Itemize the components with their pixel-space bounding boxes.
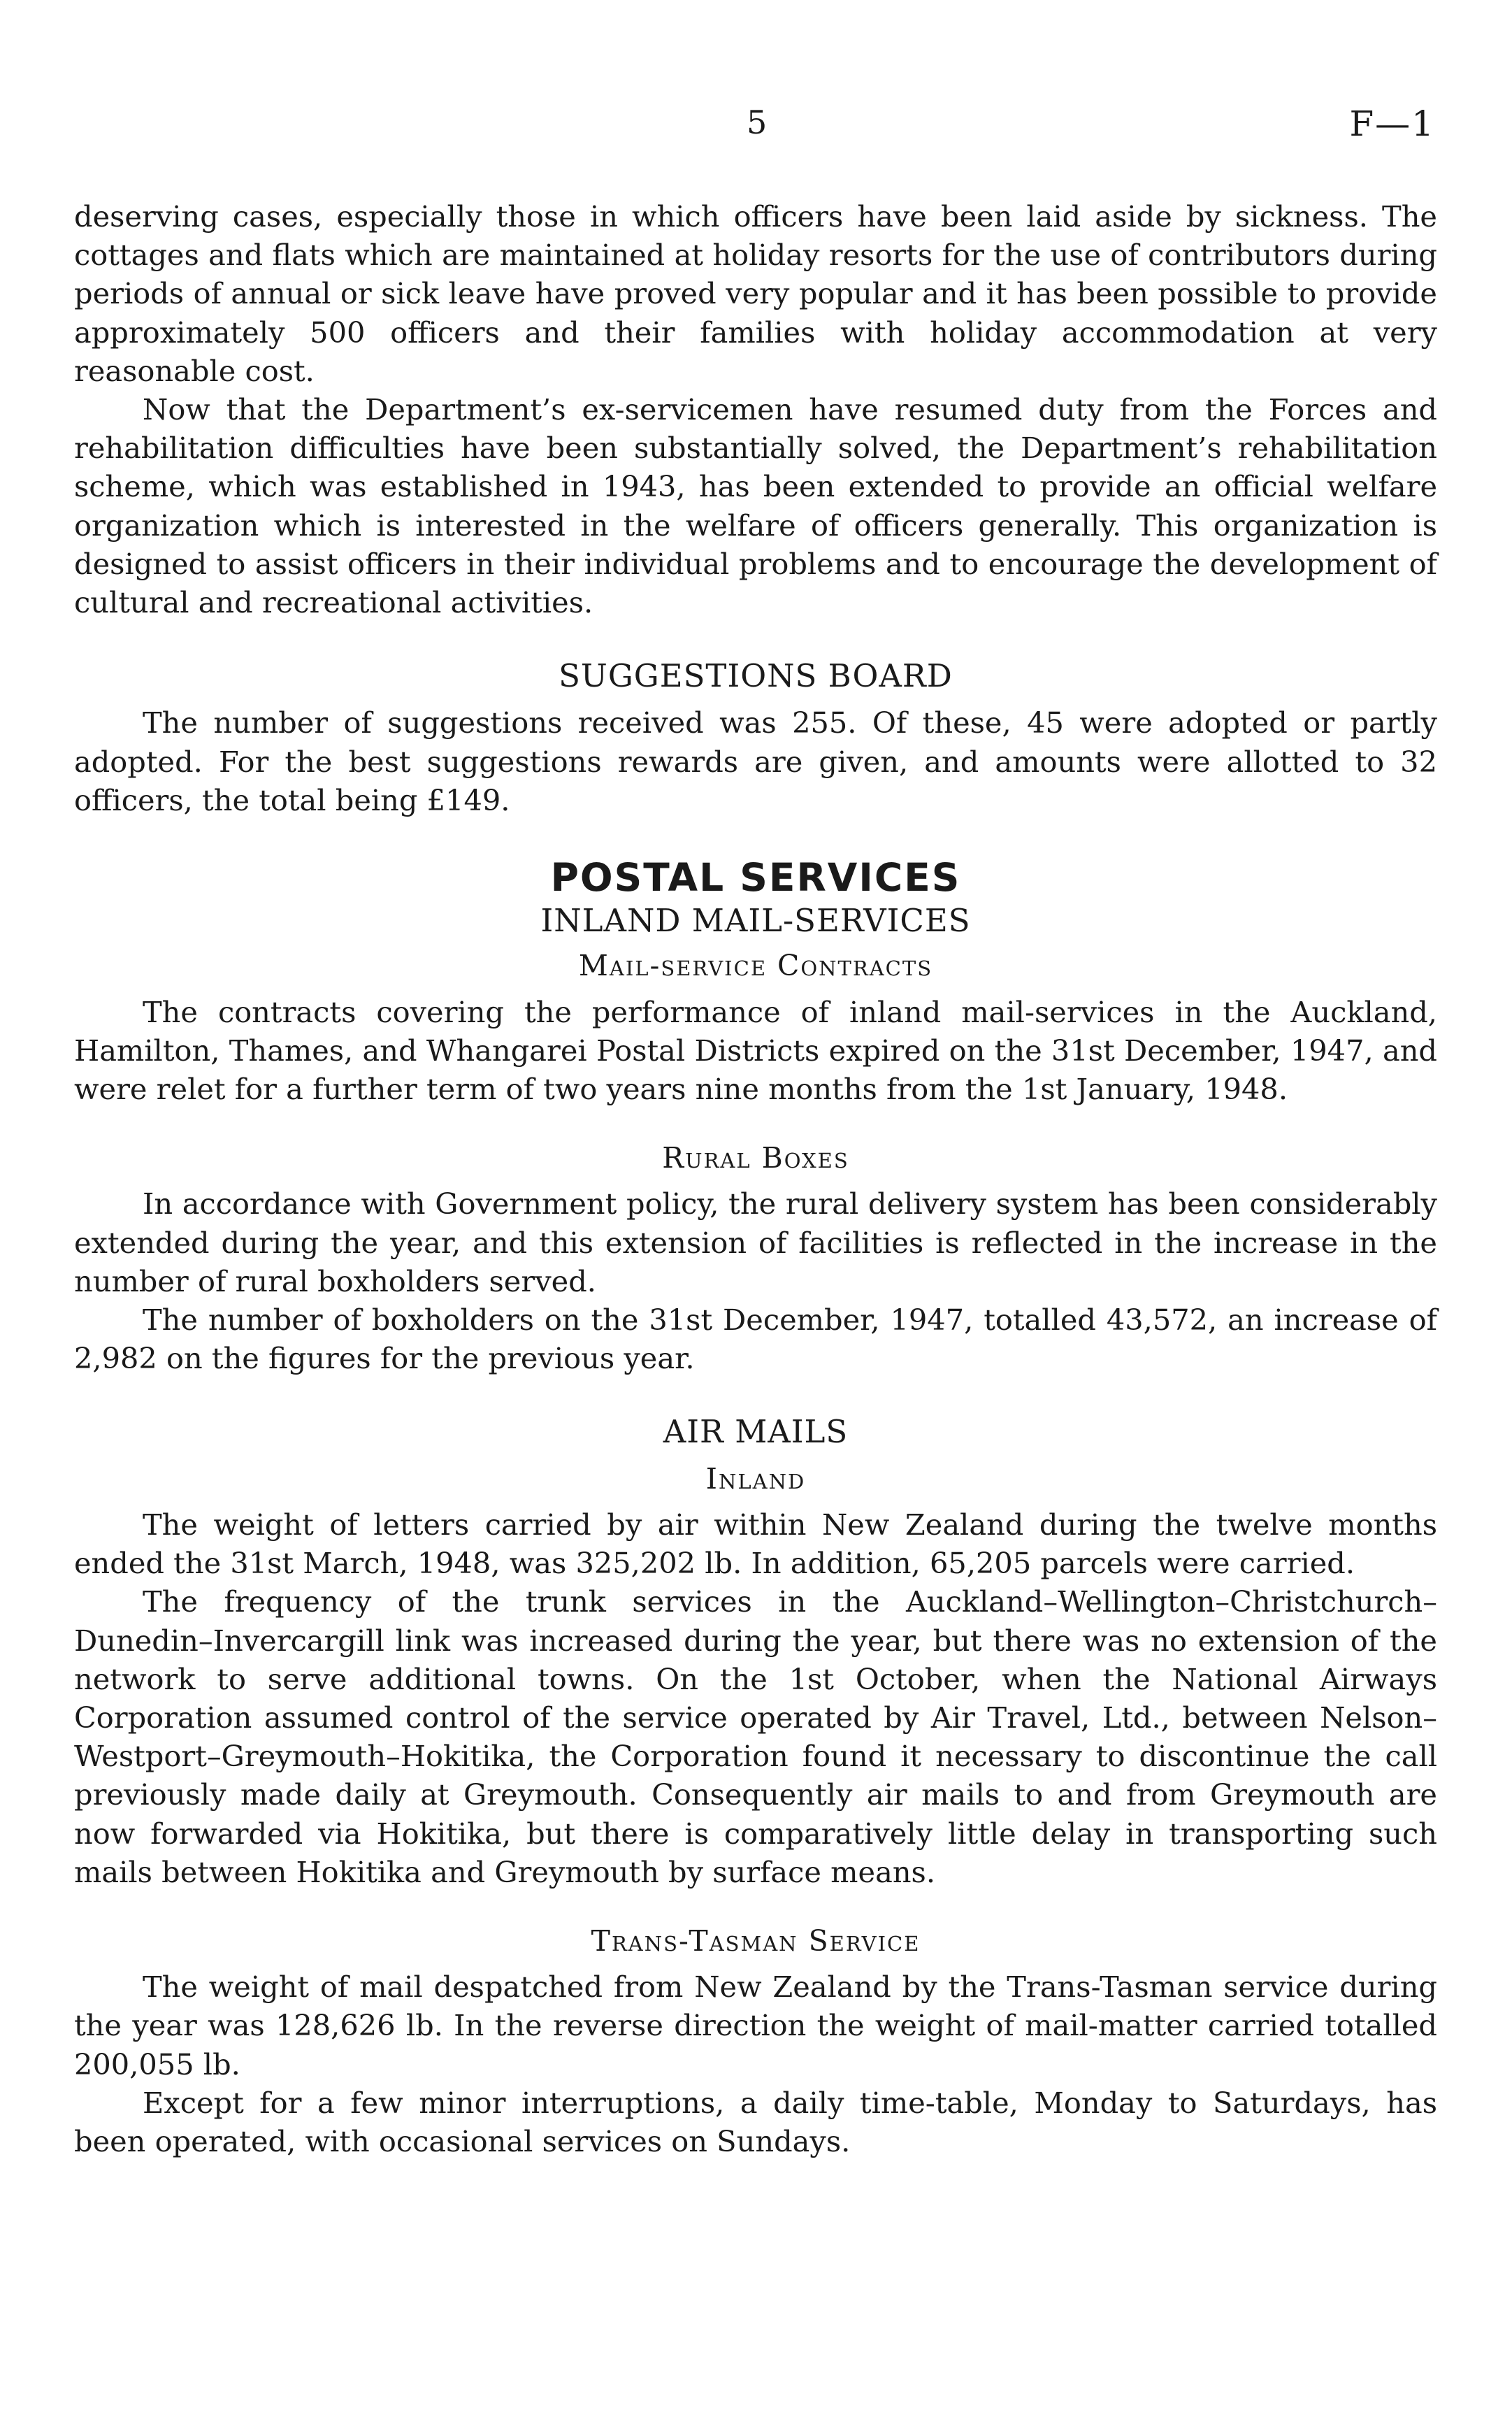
heading-trans-tasman-service: Trans-Tasman Service: [591, 1923, 921, 1958]
heading-postal-services: POSTAL SERVICES: [550, 855, 961, 901]
paragraph-welfare-continued: deserving cases, especially those in which officers have been laid aside by sickness. The cottages and flats which are maintained at holiday resorts for the use of contributors during periods of annual or sick leave have proved very popular and it has been possible to provide approximately 500 officers and their families with holiday accommodation at very reasonable cost.: [74, 199, 1437, 388]
paragraph-rehabilitation: Now that the Department’s ex-servicemen have resumed duty from the Forces and rehabilitation difficulties have been substantially solved, the Department’s rehabilitation scheme, which was established in 1943, has been extended to provide an official welfare organization which is interested in the welfare of officers generally. This organization is designed to assist officers in their individual problems and to encourage the development of cultural and recreational activities.: [74, 392, 1437, 620]
page-number: 5: [747, 103, 768, 141]
running-header: [0, 103, 1512, 145]
paragraph-trunk-services: The frequency of the trunk services in the Auckland–Wellington–Christchurch–Dunedin–Invercargill link was increased during the year, but there was no extension of the network to serve additional towns. On the 1st October, when the National Airways Corporation assumed control of the service operated by Air Travel, Ltd., between Nelson–Westport–Greymouth–Hokitika, the Corporation found it necessary to discontinue the call previously made daily at Greymouth. Consequently air mails to and from Greymouth are now forwarded via Hokitika, but there is comparatively little delay in transporting such mails between Hokitika and Greymouth by surface means.: [74, 1584, 1437, 1889]
paragraph-time-table: Except for a few minor interruptions, a daily time-table, Monday to Saturdays, has been operated, with occasional services on Sundays.: [74, 2085, 1437, 2158]
document-code: F—1: [1349, 103, 1435, 144]
heading-inland-mail-services: INLAND MAIL-SERVICES: [540, 902, 971, 940]
paragraph-air-letters-weight: The weight of letters carried by air within New Zealand during the twelve months ended the 31st March, 1948, was 325,202 lb. In addition, 65,205 parcels were carried.: [74, 1507, 1437, 1581]
heading-air-mails: AIR MAILS: [663, 1413, 849, 1451]
paragraph-rural-delivery: In accordance with Government policy, the rural delivery system has been considerably extended during the year, and this extension of facilities is reflected in the increase in the number of rural boxholders served.: [74, 1187, 1437, 1298]
paragraph-mail-contracts: The contracts covering the performance of inland mail-services in the Auckland, Hamilton, Thames, and Whangarei Postal Districts expired on the 31st December, 1947, and were relet for a further term of two years nine months from the 1st January, 1948.: [74, 994, 1437, 1107]
paragraph-boxholders: The number of boxholders on the 31st December, 1947, totalled 43,572, an increase of 2,982 on the figures for the previous year.: [74, 1303, 1437, 1376]
paragraph-trans-tasman-weight: The weight of mail despatched from New Zealand by the Trans-Tasman service during the year was 128,626 lb. In the reverse direction the weight of mail-matter carried totalled 200,055 lb.: [74, 1970, 1437, 2081]
heading-mail-service-contracts: Mail-service Contracts: [578, 949, 933, 983]
heading-suggestions-board: SUGGESTIONS BOARD: [559, 657, 953, 695]
heading-inland: Inland: [705, 1461, 806, 1496]
page-body: [74, 197, 1437, 2160]
paragraph-suggestions: The number of suggestions received was 255. Of these, 45 were adopted or partly adopted. For the best suggestions rewards are given, and amounts were allotted to 32 officers, the total being £149.: [74, 705, 1437, 817]
heading-rural-boxes: Rural Boxes: [662, 1141, 849, 1175]
